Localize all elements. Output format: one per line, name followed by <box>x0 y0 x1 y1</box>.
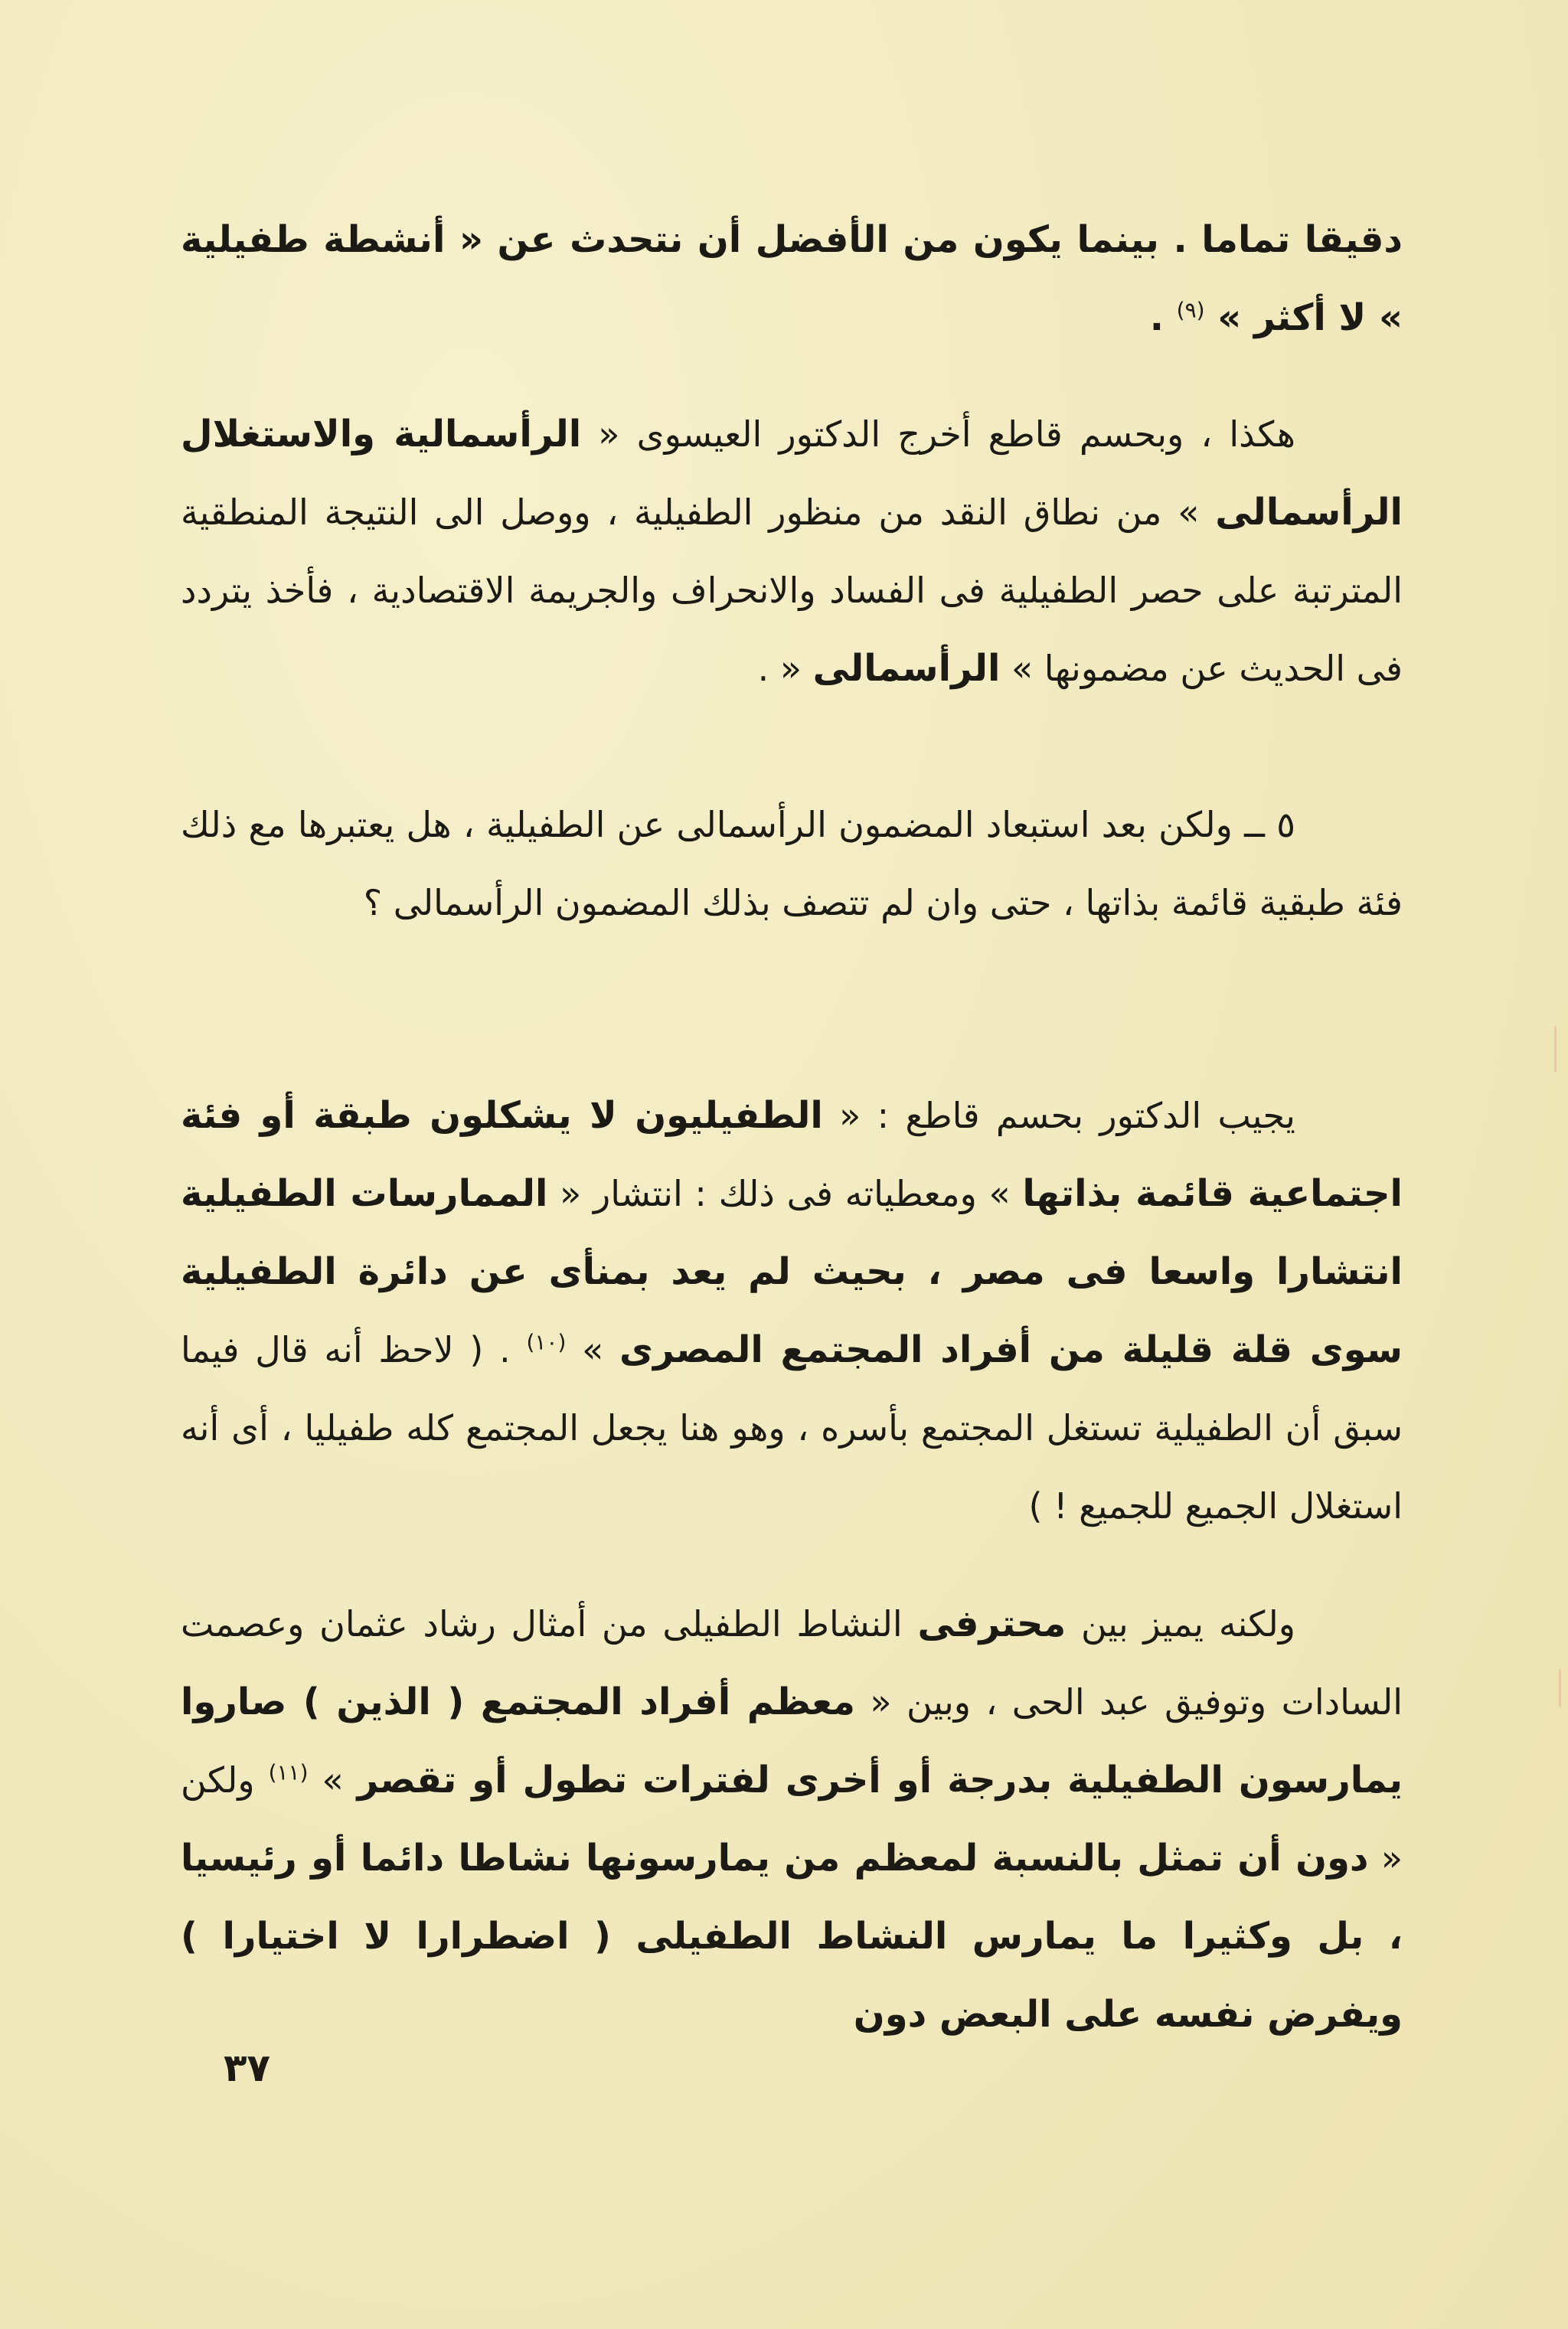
bold-quote-text: الرأسمالى <box>812 647 1001 690</box>
footnote-reference: (٩) <box>1176 297 1205 323</box>
body-text: » من نطاق النقد من منظور الطفيلية ، ووصل الى النتيجة المنطقية المترتبة على حصر الطفيلية فى الفساد والانحراف والجريمة الاقتصادية ، فأخذ يتردد فى الحديث عن مضمونها » <box>181 492 1403 689</box>
paragraph-question-5 <box>181 786 1403 942</box>
paragraph-distinction <box>181 1585 1403 2053</box>
body-text: » ومعطياته فى ذلك : انتشار « <box>547 1173 1023 1214</box>
footnote-reference: (١١) <box>268 1759 309 1785</box>
bold-quote-text: الرأسمالية والاستغلال الرأسمالى <box>181 413 1403 534</box>
bold-quote-text: . <box>1149 296 1177 339</box>
bold-quote-text: الممارسات الطفيلية انتشارا واسعا فى مصر ، بحيث لم يعد بمنأى عن دائرة الطفيلية سوى قلة قليلة من أفراد المجتمع المصرى <box>181 1172 1403 1371</box>
body-text: ولكنه يميز بين <box>1066 1603 1295 1645</box>
bold-quote-text: محترفى <box>917 1602 1067 1645</box>
page-edge-mark <box>1554 1026 1557 1072</box>
bold-quote-text: دقيقا تماما . بينما يكون من الأفضل أن نتحدث عن « أنشطة طفيلية » لا أكثر » <box>181 218 1403 339</box>
bold-quote-text: معظم أفراد المجتمع ( الذين ) صاروا يمارسون الطفيلية بدرجة أو أخرى لفترات تطول أو تقصر <box>181 1681 1403 1801</box>
footnote-reference: (١٠) <box>526 1329 567 1355</box>
body-text: يجيب الدكتور بحسم قاطع : « <box>822 1095 1295 1136</box>
bold-quote-text: الطفيليون لا يشكلون طبقة أو فئة اجتماعية قائمة بذاتها <box>181 1094 1403 1215</box>
bold-quote-text: دون أن تمثل بالنسبة لمعظم من يمارسونها نشاطا دائما أو رئيسيا ، بل وكثيرا ما يمارس النشاط الطفيلى ( اضطرارا لا اختيارا ) ويفرض نفسه على البعض دون <box>181 1837 1403 2036</box>
paragraph-issawi-capitalism <box>181 395 1403 707</box>
body-text: النشاط الطفيلى من أمثال رشاد عثمان وعصمت السادات وتوفيق عبد الحى ، وبين « <box>181 1603 1403 1723</box>
body-text: ٥ ــ ولكن بعد استبعاد المضمون الرأسمالى عن الطفيلية ، هل يعتبرها مع ذلك فئة طبقية قائمة بذاتها ، حتى وان لم تتصف بذلك المضمون الرأسمالى ؟ <box>181 804 1403 923</box>
body-text: . ( لاحظ أنه قال فيما سبق أن الطفيلية تستغل المجتمع بأسره ، وهو هنا يجعل المجتمع كله طفيليا ، أى أنه استغلال الجميع للجميع ! ) <box>181 1329 1403 1527</box>
body-text: ولكن « <box>181 1759 1403 1879</box>
paragraph-continuation <box>181 201 1403 357</box>
body-text: » <box>566 1329 619 1370</box>
page-number: ٣٧ <box>224 2046 271 2090</box>
paragraph-doctor-answer <box>181 1076 1403 1545</box>
body-text: هكذا ، وبحسم قاطع أخرج الدكتور العيسوى « <box>581 413 1295 455</box>
body-text: « . <box>757 648 813 689</box>
body-text: » <box>308 1759 358 1801</box>
page-edge-mark <box>1559 1669 1561 1707</box>
